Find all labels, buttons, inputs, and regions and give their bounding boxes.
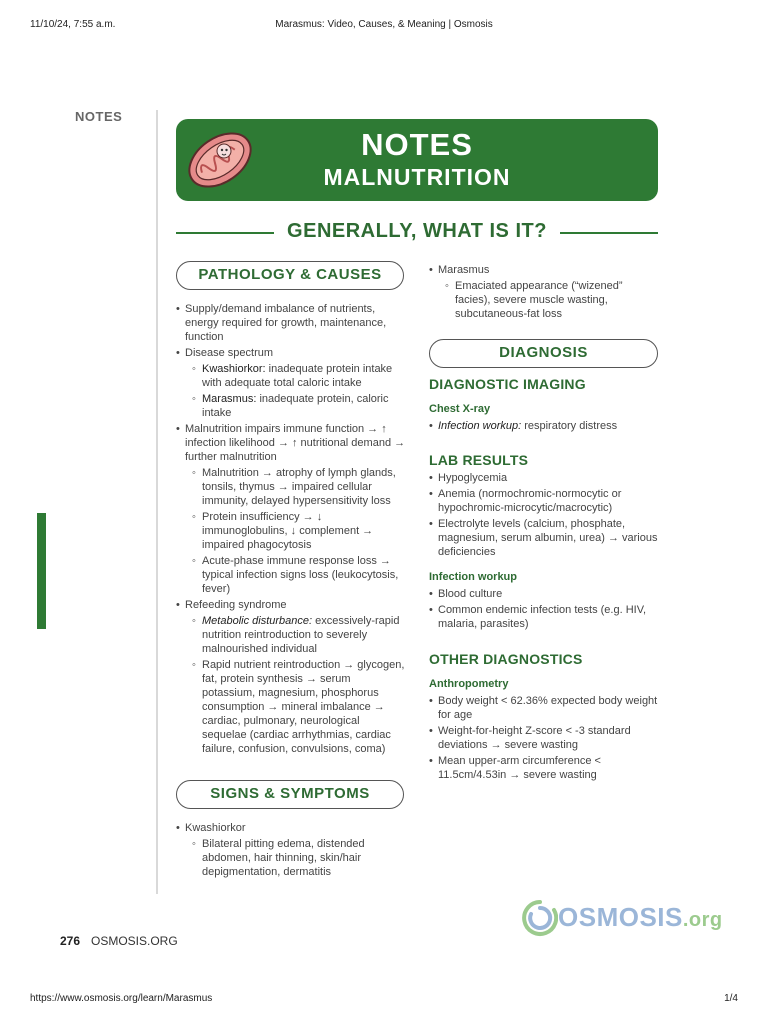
list-item: • Supply/demand imbalance of nutrients, energy required for growth, maintenance, function [176, 302, 406, 344]
pathology-list [176, 300, 406, 756]
list-item: • Electrolyte levels (calcium, phosphate, magnesium, serum albumin, urea) → various deficiencies [429, 517, 658, 559]
list-item: • Disease spectrum [176, 346, 406, 360]
banner-title: NOTES [361, 127, 473, 162]
page-number: 276 [60, 934, 81, 948]
print-footer [0, 993, 768, 1007]
lab-list [429, 469, 658, 559]
list-item: • Blood culture [429, 587, 658, 601]
print-page-count: 1/4 [724, 993, 738, 1004]
print-url[interactable]: https://www.osmosis.org/learn/Marasmus [30, 993, 213, 1004]
list-item [176, 392, 406, 420]
term: Infection workup: [438, 420, 522, 432]
list-item: ◦ Rapid nutrient reintroduction → glycogen, fat, protein synthesis → serum potassium, magnesium, phosphorus consumption → mineral imbalance → cardiac, pulmonary, neurological sequelae (cardiac arrhythmias, cardiac failure, confusion, convulsions, coma) [176, 658, 406, 756]
pathology-pill: PATHOLOGY & CAUSES [176, 261, 404, 290]
list-item: • Marasmus [429, 263, 657, 277]
section-heading [176, 218, 658, 248]
list-item: • Kwashiorkor [176, 821, 406, 835]
section-heading-text: GENERALLY, WHAT IS IT? [287, 220, 547, 242]
anthropometry-heading: Anthropometry [429, 678, 509, 690]
heading-rule-right [560, 232, 658, 234]
lab-results-heading: LAB RESULTS [429, 452, 529, 468]
list-item: • Refeeding syndrome [176, 598, 406, 612]
chest-xray-heading: Chest X-ray [429, 403, 491, 415]
osmosis-logo [522, 896, 723, 942]
print-page-title: Marasmus: Video, Causes, & Meaning | Osmosis [275, 19, 493, 30]
brand-wordmark [558, 902, 723, 933]
infection-workup-heading: Infection workup [429, 571, 517, 583]
list-item: • Common endemic infection tests (e.g. HIV, malaria, parasites) [429, 603, 658, 631]
signs-list [176, 819, 406, 879]
list-item: • Anemia (normochromic-normocytic or hypochromic-microcytic/macrocytic) [429, 487, 658, 515]
list-item [176, 614, 406, 656]
diagnosis-pill: DIAGNOSIS [429, 339, 658, 368]
list-item [429, 419, 658, 433]
print-datetime: 11/10/24, 7:55 a.m. [30, 19, 116, 30]
marasmus-list [429, 261, 657, 321]
anthropometry-list [429, 692, 658, 782]
signs-pill: SIGNS & SYMPTOMS [176, 780, 404, 809]
list-item: • Mean upper-arm circumference < 11.5cm/4.53in → severe wasting [429, 754, 658, 782]
list-item: ◦ Acute-phase immune response loss → typical infection signs loss (leukocytosis, fever) [176, 554, 406, 596]
side-tab-marker [37, 513, 46, 629]
page-site-name: OSMOSIS.ORG [91, 934, 178, 948]
other-diagnostics-heading: OTHER DIAGNOSTICS [429, 651, 583, 667]
brand-suffix: .org [682, 909, 723, 931]
infection-list [429, 585, 658, 631]
term: Kwashiorkor: [202, 363, 266, 375]
list-item: ◦ Malnutrition → atrophy of lymph glands, tonsils, thymus → impaired cellular immunity, delayed hypersensitivity loss [176, 466, 406, 508]
list-item: • Weight-for-height Z-score < -3 standard deviations → severe wasting [429, 724, 658, 752]
list-item: ◦ Bilateral pitting edema, distended abdomen, hair thinning, skin/hair depigmentation, dermatitis [176, 837, 406, 879]
osmosis-swirl-icon [522, 898, 558, 938]
term: Metabolic disturbance: [202, 615, 313, 627]
chest-list [429, 417, 658, 433]
definition: inadequate protein, caloric intake [202, 393, 389, 419]
definition: excessively-rapid nutrition reintroduction to severely malnourished individual [202, 615, 400, 655]
brand-name: OSMOSIS [558, 902, 683, 932]
print-header [0, 19, 768, 33]
diagnostic-imaging-heading: DIAGNOSTIC IMAGING [429, 376, 586, 392]
side-divider [156, 110, 158, 894]
term: Marasmus: [202, 393, 257, 405]
definition: inadequate protein intake with adequate total caloric intake [202, 363, 393, 389]
list-item: ◦ Protein insufficiency → ↓ immunoglobulins, ↓ complement → impaired phagocytosis [176, 510, 406, 552]
list-item: • Body weight < 62.36% expected body weight for age [429, 694, 658, 722]
list-item: • Malnutrition impairs immune function → ↑ infection likelihood → ↑ nutritional demand → further malnutrition [176, 422, 406, 464]
list-item [176, 362, 406, 390]
list-item: • Hypoglycemia [429, 471, 658, 485]
side-notes-label: NOTES [75, 109, 123, 124]
notes-banner [176, 119, 658, 201]
banner-subtitle: MALNUTRITION [323, 164, 511, 190]
definition: respiratory distress [521, 420, 618, 432]
list-item: ◦ Emaciated appearance (“wizened” facies), severe muscle wasting, subcutaneous-fat loss [429, 279, 657, 321]
